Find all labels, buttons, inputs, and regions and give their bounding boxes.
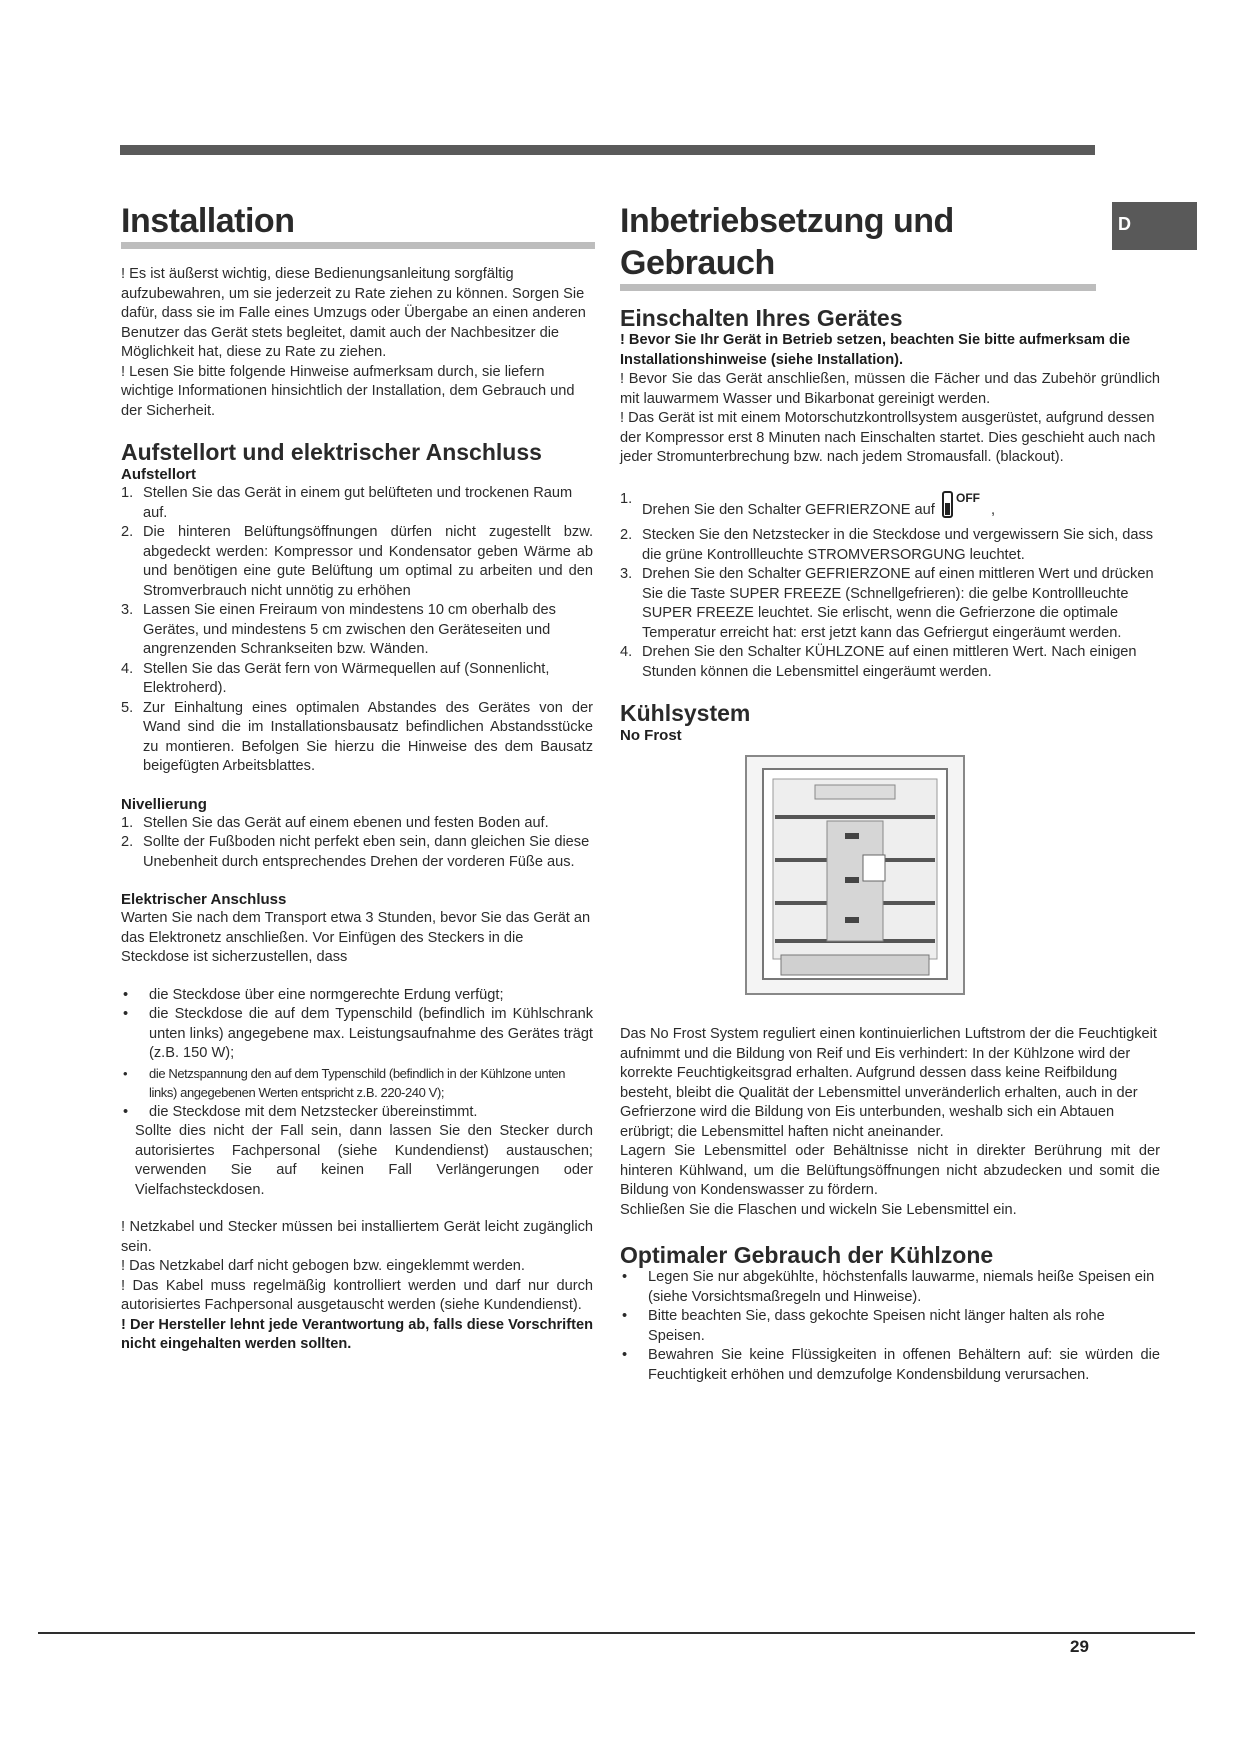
intro-paragraph: ! Es ist äußerst wichtig, diese Bedienungsanleitung sorgfältig aufzubewahren, um sie jederzeit zu Rate ziehen zu können. Sorgen Sie dafür, dass sie im Falle eines Umzugs oder Übergabe an einen anderen Benutzer das Gerät stets begleitet, damit auch der Nachbesitzer die Möglichkeit hat, diese zu Rate zu ziehen. <box>121 266 586 360</box>
list-item: 4. Drehen Sie den Schalter KÜHLZONE auf einen mittleren Wert. Nach einigen Stunden können die Lebensmittel eingeräumt werden. <box>620 644 1137 680</box>
fridge-illustration <box>745 755 965 995</box>
list-item: 3. Drehen Sie den Schalter GEFRIERZONE auf einen mittleren Wert und drücken Sie die Taste SUPER FREEZE (Schnellgefrieren): die gelbe Kontrollleuchte SUPER FREEZE leuchtet. Sie erlischt, wenn die Gefrierzone die optimale Temperatur erreicht hat: erst jetzt kann das Gefriergut eingeräumt werden. <box>620 566 1154 641</box>
list-item: • Legen Sie nur abgekühlte, höchstenfalls lauwarme, niemals heiße Speisen ein (siehe Vorsichtsmaßregeln und Hinweise). <box>620 1268 1160 1307</box>
title-underline <box>620 284 1096 291</box>
list-item: 2. Stecken Sie den Netzstecker in die Steckdose und vergewissern Sie sich, dass die grüne Kontrollleuchte STROMVERSORGUNG leuchtet. <box>620 527 1154 563</box>
einschalten-steps <box>620 490 1160 683</box>
list-item: • Bewahren Sie keine Flüssigkeiten in offenen Behältern auf: sie würden die Feuchtigkeit erhöhen und demzufolge Kondensbildung verursachen. <box>620 1346 1160 1385</box>
list-item: 2. Die hinteren Belüftungsöffnungen dürfen nicht zugestellt bzw. abgedeckt werden: Kompressor und Kondensator geben Wärme ab und benötigen eine gute Belüftung um optimal zu arbeiten und den Stromverbrauch nicht unnötig zu erhöhen <box>121 524 593 599</box>
einschalten-heading: Einschalten Ihres Gerätes <box>620 305 903 331</box>
title-underline <box>121 242 595 249</box>
optimal-bullets <box>620 1268 1160 1385</box>
list-item: • die Steckdose mit dem Netzstecker übereinstimmt. <box>121 1103 593 1123</box>
left-column <box>121 200 593 1355</box>
list-item: 1. Drehen Sie den Schalter GEFRIERZONE auf OFF , <box>620 490 1160 527</box>
top-rule <box>120 145 1095 155</box>
einschalten-paragraph: ! Bevor Sie das Gerät anschließen, müssen die Fächer und das Zubehör gründlich mit lauwarmem Wasser und Bikarbonat gereinigt werden. <box>620 371 1160 407</box>
einschalten-paragraph: ! Das Gerät ist mit einem Motorschutzkontrollsystem ausgerüstet, aufgrund dessen der Kompressor erst 8 Minuten nach Einschalten startet. Dies geschieht auch nach jeder Stromunterbrechung bzw. nach jedem Stromausfall. (blackout). <box>620 410 1156 465</box>
page-number: 29 <box>1070 1637 1089 1656</box>
list-item: 4. Stellen Sie das Gerät fern von Wärmequellen auf (Sonnenlicht, Elektroherd). <box>121 660 550 696</box>
language-tab: D <box>1112 202 1197 250</box>
list-item: 1. Stellen Sie das Gerät in einem gut belüfteten und trockenen Raum auf. <box>121 485 573 521</box>
warning-paragraph: ! Netzkabel und Stecker müssen bei installiertem Gerät leicht zugänglich sein. <box>121 1219 593 1255</box>
elektrisch-paragraph: Warten Sie nach dem Transport etwa 3 Stunden, bevor Sie das Gerät an das Elektronetz anschließen. Vor Einfügen des Steckers in die Steckdose ist sicherzustellen, dass <box>121 910 591 965</box>
warnings-block <box>121 1218 593 1355</box>
nofrost-paragraph: Schließen Sie die Flaschen und wickeln Sie Lebensmittel ein. <box>620 1201 1017 1218</box>
elektrisch-after-paragraph: Sollte dies nicht der Fall sein, dann lassen Sie den Stecker durch autorisiertes Fachpersonal (siehe Kundendienst) austauschen; verwenden Sie auf keinen Fall Verlängerungen oder Vielfachsteckdosen. <box>135 1123 593 1198</box>
nofrost-paragraph: Das No Frost System reguliert einen kontinuierlichen Luftstrom der die Feuchtigkeit aufnimmt und die Bildung von Reif und Eis verhindert: In der Kühlzone wird der korrekte Feuchtigkeitsgrad erhalten. Aufgrund dessen dass keine Reifbildung besteht, bleibt die Qualität der Lebensmittel unveränderlich erhalten, auch in der Gefrierzone wird die Bildung von Eis unterbunden, weshalb sich ein Abtauen erübrigt; die Lebensmittel haften nicht aneinander. <box>620 1026 1157 1140</box>
aufstellort-list <box>121 484 593 777</box>
list-item: 3. Lassen Sie einen Freiraum von mindestens 10 cm oberhalb des Gerätes, und mindestens 5 cm zwischen den Geräteseiten und angrenzenden Schrankseiten bzw. Wänden. <box>121 602 556 657</box>
list-item: 2. Sollte der Fußboden nicht perfekt eben sein, dann gleichen Sie diese Unebenheit durch entsprechendes Drehen der vorderen Füße aus. <box>121 834 590 870</box>
list-item: 5. Zur Einhaltung eines optimalen Abstandes des Gerätes von der Wand sind die im Installationsbausatz befindlichen Abstandsstücke zu montieren. Befolgen Sie hierzu die Hinweise des dem Bausatz beigefügten Arbeitsblattes. <box>121 699 593 774</box>
list-item: • die Steckdose die auf dem Typenschild (befindlich im Kühlschrank unten links) angegebene max. Leistungsaufnahme des Gerätes trägt (z.B. 150 W); <box>121 1005 593 1064</box>
warning-paragraph: ! Das Kabel muss regelmäßig kontrolliert werden und darf nur durch autorisiertes Fachpersonal ausgetauscht werden (siehe Kundendienst). <box>121 1277 593 1313</box>
intro-block <box>121 265 593 421</box>
nivellierung-list <box>121 814 593 873</box>
off-switch-icon <box>941 490 987 527</box>
aufstellort-heading: Aufstellort <box>121 466 196 483</box>
final-warning: ! Der Hersteller lehnt jede Verantwortung ab, falls diese Vorschriften nicht eingehalten werden sollten. <box>121 1316 593 1352</box>
optimal-heading: Optimaler Gebrauch der Kühlzone <box>620 1242 994 1268</box>
list-item: • die Netzspannung den auf dem Typenschild (befindlich in der Kühlzone unten links) angegebenen Werten entspricht z.B. 220-240 V); <box>121 1064 593 1103</box>
nivellierung-heading: Nivellierung <box>121 795 207 813</box>
inbetriebsetzung-title: Inbetriebsetzung und Gebrauch <box>620 202 954 282</box>
intro-paragraph: ! Lesen Sie bitte folgende Hinweise aufmerksam durch, sie liefern wichtige Informationen hinsichtlich der Installation, dem Gebrauch und der Sicherheit. <box>121 363 575 419</box>
footer-rule <box>38 1632 1195 1634</box>
list-item: • Bitte beachten Sie, dass gekochte Speisen nicht länger halten als rohe Speisen. <box>620 1307 1160 1346</box>
elektrischer-anschluss-heading: Elektrischer Anschluss <box>121 891 287 908</box>
elektrisch-bullets <box>121 986 593 1123</box>
right-column <box>620 200 1160 1385</box>
list-item: • die Steckdose über eine normgerechte Erdung verfügt; <box>121 986 593 1006</box>
nofrost-heading: No Frost <box>620 727 682 744</box>
off-label: OFF <box>955 490 980 505</box>
installation-title: Installation <box>121 202 295 240</box>
warning-paragraph: ! Das Netzkabel darf nicht gebogen bzw. eingeklemmt werden. <box>121 1258 525 1274</box>
section-title-aufstellort-anschluss: Aufstellort und elektrischer Anschluss <box>121 439 542 465</box>
kuehlsystem-heading: Kühlsystem <box>620 700 751 726</box>
nofrost-paragraph: Lagern Sie Lebensmittel oder Behältnisse nicht in direkter Berührung mit der hinteren Kühlwand, um die Belüftungsöffnungen nicht abzudecken und somit die Bildung von Kondenswasser zu fördern. <box>620 1143 1160 1198</box>
einschalten-warning: ! Bevor Sie Ihr Gerät in Betrieb setzen, beachten Sie bitte aufmerksam die Installationshinweise (siehe Installation). <box>620 332 1131 368</box>
list-item: 1. Stellen Sie das Gerät auf einem ebenen und festen Boden auf. <box>121 814 549 831</box>
